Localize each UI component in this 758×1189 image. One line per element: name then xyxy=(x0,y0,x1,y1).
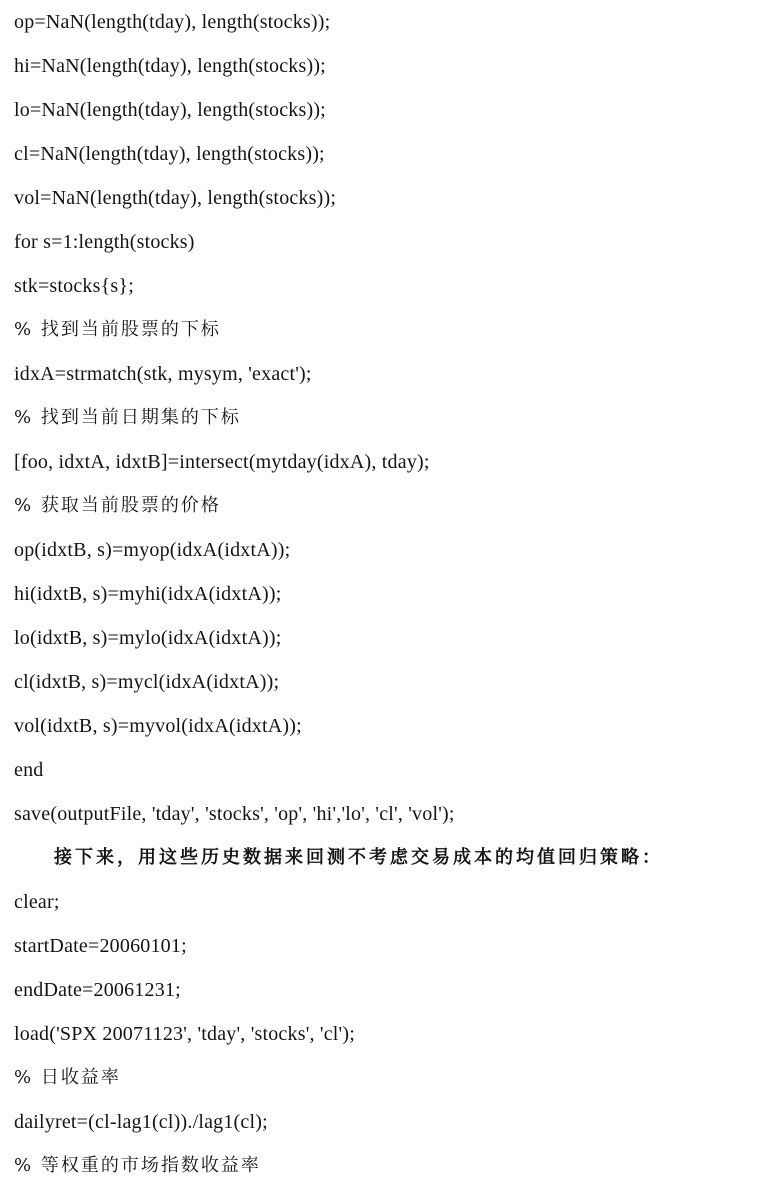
code-line-vol-init: vol=NaN(length(tday), length(stocks)); xyxy=(14,187,337,209)
code-line-idxa: idxA=strmatch(stk, mysym, 'exact'); xyxy=(14,363,312,385)
code-line-cl-init: cl=NaN(length(tday), length(stocks)); xyxy=(14,143,325,165)
prose-paragraph: 接下来，用这些历史数据来回测不考虑交易成本的均值回归策略： xyxy=(54,847,663,868)
code-comment-find-date-index: % 找到当前日期集的下标 xyxy=(14,407,241,428)
code-line-hi-init: hi=NaN(length(tday), length(stocks)); xyxy=(14,55,326,77)
code-line-lo-assign: lo(idxtB, s)=mylo(idxA(idxtA)); xyxy=(14,627,282,649)
code-line-clear: clear; xyxy=(14,891,60,913)
code-line-for-loop: for s=1:length(stocks) xyxy=(14,231,195,253)
code-line-save: save(outputFile, 'tday', 'stocks', 'op', 'hi','lo', 'cl', 'vol'); xyxy=(14,803,455,825)
code-line-load: load('SPX 20071123', 'tday', 'stocks', 'cl'); xyxy=(14,1023,355,1045)
code-line-start-date: startDate=20060101; xyxy=(14,935,187,957)
code-line-end-date: endDate=20061231; xyxy=(14,979,181,1001)
code-line-dailyret: dailyret=(cl-lag1(cl))./lag1(cl); xyxy=(14,1111,268,1133)
code-line-op-assign: op(idxtB, s)=myop(idxA(idxtA)); xyxy=(14,539,291,561)
code-line-vol-assign: vol(idxtB, s)=myvol(idxA(idxtA)); xyxy=(14,715,302,737)
code-comment-find-stock-index: % 找到当前股票的下标 xyxy=(14,319,221,340)
code-line-intersect: [foo, idxtA, idxtB]=intersect(mytday(idxA), tday); xyxy=(14,451,430,473)
code-line-end: end xyxy=(14,759,44,781)
code-comment-market-index-return: % 等权重的市场指数收益率 xyxy=(14,1155,261,1176)
code-line-hi-assign: hi(idxtB, s)=myhi(idxA(idxtA)); xyxy=(14,583,282,605)
code-line-stk: stk=stocks{s}; xyxy=(14,275,134,297)
code-comment-get-prices: % 获取当前股票的价格 xyxy=(14,495,221,516)
code-line-lo-init: lo=NaN(length(tday), length(stocks)); xyxy=(14,99,326,121)
code-comment-daily-return: % 日收益率 xyxy=(14,1067,121,1088)
code-line-cl-assign: cl(idxtB, s)=mycl(idxA(idxtA)); xyxy=(14,671,280,693)
code-line-op-init: op=NaN(length(tday), length(stocks)); xyxy=(14,11,331,33)
